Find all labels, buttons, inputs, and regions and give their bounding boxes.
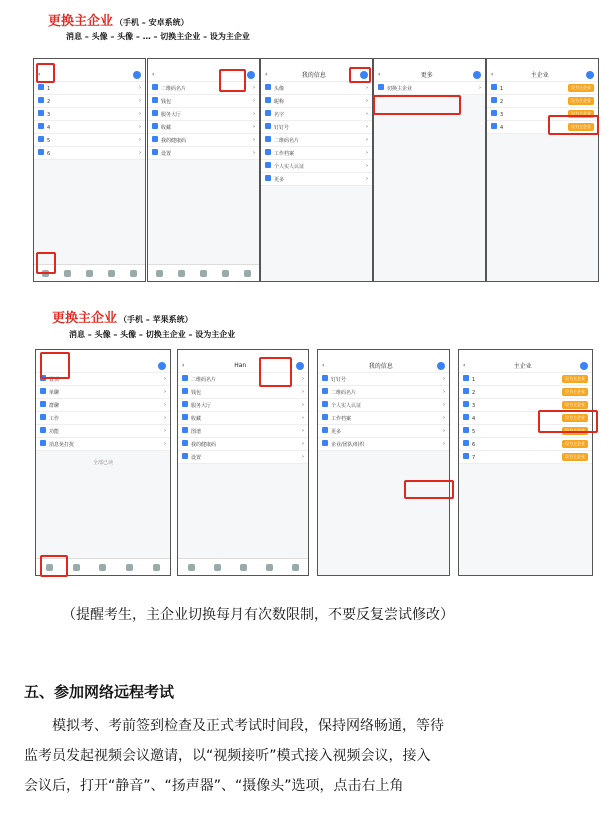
- highlight-box: [548, 115, 599, 135]
- item-icon: [491, 110, 497, 116]
- item-label: 3: [500, 112, 504, 118]
- highlight-box: [40, 352, 70, 379]
- section2-steps: 消息 – 头像 – 头像 – 切换主企业 – 设为主企业: [69, 330, 236, 339]
- chevron-right-icon: ›: [366, 150, 368, 156]
- item-label: 钱包: [161, 99, 172, 105]
- item-label: 工作: [49, 416, 60, 422]
- tab-icon[interactable]: [178, 270, 185, 277]
- list-item[interactable]: [318, 373, 449, 386]
- item-label: 二维码名片: [331, 390, 357, 396]
- list-item[interactable]: [318, 399, 449, 412]
- item-label: 昵称: [274, 99, 285, 105]
- item-icon: [463, 375, 469, 381]
- item-icon: [265, 136, 271, 142]
- chevron-right-icon: ›: [139, 124, 141, 130]
- avatar-icon[interactable]: [580, 362, 588, 370]
- item-label: 设置: [191, 455, 202, 461]
- item-label: 6: [47, 151, 51, 157]
- item-label: 4: [47, 125, 51, 131]
- list-item[interactable]: [459, 451, 592, 464]
- item-label: 个人实人认证: [274, 164, 305, 170]
- item-label: 图谱: [191, 429, 202, 435]
- phone-screen: [317, 349, 450, 576]
- highlight-box: [36, 252, 56, 274]
- chevron-right-icon: ›: [139, 150, 141, 156]
- list-item[interactable]: [34, 121, 145, 134]
- chevron-right-icon: ›: [253, 124, 255, 130]
- item-label: 头像: [274, 86, 285, 92]
- list-item[interactable]: [261, 134, 372, 147]
- chevron-right-icon: ›: [366, 163, 368, 169]
- chevron-right-icon: ›: [443, 402, 445, 408]
- item-icon: [38, 84, 44, 90]
- item-label: 个人实人认证: [331, 403, 362, 409]
- item-icon: [182, 427, 188, 433]
- list-item[interactable]: [318, 412, 449, 425]
- item-icon: [152, 84, 158, 90]
- item-label: 4: [500, 125, 504, 131]
- item-icon: [463, 440, 469, 446]
- screen-title: 主企业: [513, 363, 532, 370]
- chevron-right-icon: ›: [253, 137, 255, 143]
- list-item[interactable]: [318, 386, 449, 399]
- item-label: 我的健康码: [161, 138, 187, 144]
- list-item[interactable]: [178, 438, 308, 451]
- chevron-right-icon: ›: [253, 85, 255, 91]
- item-icon: [152, 149, 158, 155]
- item-label: 6: [472, 442, 476, 448]
- screen-title: 我的信息: [368, 363, 393, 370]
- list-item[interactable]: [261, 147, 372, 160]
- item-icon: [322, 427, 328, 433]
- list-item[interactable]: [459, 373, 592, 386]
- item-label: 钉钉号: [331, 377, 347, 383]
- back-icon[interactable]: ‹: [463, 362, 466, 369]
- status-bar: [148, 59, 259, 68]
- item-icon: [322, 401, 328, 407]
- item-icon: [152, 136, 158, 142]
- item-label: 二维码名片: [191, 377, 217, 383]
- chevron-right-icon: ›: [443, 376, 445, 382]
- section5-heading: 五、参加网络远程考试: [24, 683, 175, 701]
- screen-title: 更多: [420, 72, 433, 79]
- list-item[interactable]: [34, 134, 145, 147]
- item-label: 1: [500, 86, 504, 92]
- status-bar: [318, 350, 449, 359]
- para-line: 会议后，打开“静音”、“扬声器”、“摄像头”选项，点击右上角: [24, 778, 404, 794]
- chevron-right-icon: ›: [164, 402, 166, 408]
- section2-title: 更换主企业 （手机 – 苹果系统）: [52, 311, 193, 326]
- tab-icon[interactable]: [244, 270, 251, 277]
- item-icon: [38, 97, 44, 103]
- chevron-right-icon: ›: [253, 98, 255, 104]
- item-icon: [322, 388, 328, 394]
- item-icon: [265, 175, 271, 181]
- chevron-right-icon: ›: [302, 441, 304, 447]
- list-item[interactable]: [148, 147, 259, 160]
- screen-title: 我的信息: [301, 72, 326, 79]
- item-label: 7: [472, 455, 476, 461]
- status-bar: [459, 350, 592, 359]
- item-label: 收藏: [191, 416, 202, 422]
- list-item[interactable]: [487, 95, 598, 108]
- item-icon: [491, 84, 497, 90]
- list-item[interactable]: [178, 451, 308, 464]
- item-icon: [322, 414, 328, 420]
- item-label: 5: [47, 138, 51, 144]
- item-label: 二维码名片: [274, 138, 300, 144]
- phone-screen: [35, 349, 171, 576]
- highlight-box: [538, 410, 598, 433]
- item-label: 我的健康码: [191, 442, 217, 448]
- set-main-enterprise-button[interactable]: 设为主企业: [562, 414, 588, 422]
- chevron-right-icon: ›: [366, 176, 368, 182]
- chevron-right-icon: ›: [139, 98, 141, 104]
- set-main-enterprise-button[interactable]: 设为主企业: [568, 123, 594, 131]
- item-label: 服务大厅: [191, 403, 212, 409]
- para-line: 模拟考、考前签到检查及正式考试时间段，保持网络畅通，等待: [52, 718, 444, 734]
- chevron-right-icon: ›: [139, 111, 141, 117]
- chevron-right-icon: ›: [366, 98, 368, 104]
- tab-icon[interactable]: [99, 564, 106, 571]
- set-main-enterprise-button[interactable]: 设为主企业: [562, 388, 588, 396]
- item-icon: [40, 427, 46, 433]
- item-icon: [40, 388, 46, 394]
- screen-header: [374, 68, 485, 82]
- avatar-icon[interactable]: [296, 362, 304, 370]
- tab-icon[interactable]: [153, 564, 160, 571]
- item-label: 2: [500, 99, 504, 105]
- list-item[interactable]: [148, 95, 259, 108]
- chevron-right-icon: ›: [366, 85, 368, 91]
- limit-note: （提醒考生，主企业切换每月有次数限制，不要反复尝试修改）: [62, 607, 454, 623]
- list-item[interactable]: [148, 121, 259, 134]
- item-label: 2: [472, 390, 476, 396]
- tab-icon[interactable]: [156, 270, 163, 277]
- item-icon: [182, 414, 188, 420]
- item-icon: [38, 110, 44, 116]
- back-icon[interactable]: ‹: [38, 71, 41, 78]
- item-label: 3: [472, 403, 476, 409]
- para-line: 监考员发起视频会议邀请，以“视频接听”模式接入视频会议，接入: [24, 748, 431, 764]
- item-label: 2: [47, 99, 51, 105]
- tab-icon[interactable]: [266, 564, 273, 571]
- item-icon: [463, 388, 469, 394]
- list-item[interactable]: [36, 399, 170, 412]
- item-icon: [38, 149, 44, 155]
- item-icon: [152, 110, 158, 116]
- set-main-enterprise-button[interactable]: 设为主企业: [568, 110, 594, 118]
- tab-icon[interactable]: [214, 564, 221, 571]
- item-label: 单聊: [49, 390, 60, 396]
- item-icon: [463, 427, 469, 433]
- tab-icon[interactable]: [108, 270, 115, 277]
- list-item[interactable]: [34, 147, 145, 160]
- list-item[interactable]: [34, 108, 145, 121]
- list-item[interactable]: [36, 386, 170, 399]
- highlight-box: [40, 555, 68, 577]
- chevron-right-icon: ›: [443, 428, 445, 434]
- list-item[interactable]: [318, 425, 449, 438]
- chevron-right-icon: ›: [302, 428, 304, 434]
- item-icon: [38, 123, 44, 129]
- avatar-icon[interactable]: [133, 71, 141, 79]
- item-label: 二维码名片: [161, 86, 187, 92]
- tab-icon[interactable]: [222, 270, 229, 277]
- list-item[interactable]: [36, 438, 170, 451]
- screen-header: [487, 68, 598, 82]
- screen-header: [318, 359, 449, 373]
- item-label: 3: [47, 112, 51, 118]
- phone-screen: [458, 349, 593, 576]
- phone-screen: [33, 58, 146, 282]
- item-label: 群聊: [49, 403, 60, 409]
- chevron-right-icon: ›: [139, 85, 141, 91]
- section1-subtitle: （手机 – 安卓系统）: [115, 18, 189, 27]
- set-main-enterprise-button[interactable]: 设为主企业: [562, 401, 588, 409]
- list-item[interactable]: [261, 95, 372, 108]
- chevron-right-icon: ›: [302, 376, 304, 382]
- highlight-box: [219, 69, 246, 92]
- set-main-enterprise-button[interactable]: 设为主企业: [568, 84, 594, 92]
- item-label: 更多: [331, 429, 342, 435]
- chevron-right-icon: ›: [139, 137, 141, 143]
- item-icon: [463, 401, 469, 407]
- item-icon: [182, 375, 188, 381]
- chevron-right-icon: ›: [164, 389, 166, 395]
- highlight-box: [259, 357, 292, 387]
- chevron-right-icon: ›: [366, 124, 368, 130]
- chevron-right-icon: ›: [479, 85, 481, 91]
- tab-icon[interactable]: [240, 564, 247, 571]
- list-item[interactable]: [374, 82, 485, 95]
- back-icon[interactable]: ‹: [182, 362, 185, 369]
- set-main-enterprise-button[interactable]: 设为主企业: [568, 97, 594, 105]
- item-label: 置顶: [49, 377, 60, 383]
- chevron-right-icon: ›: [302, 454, 304, 460]
- list-item[interactable]: [34, 82, 145, 95]
- screen-header: [459, 359, 592, 373]
- item-icon: [491, 97, 497, 103]
- item-label: 收藏: [161, 125, 172, 131]
- chevron-right-icon: ›: [366, 137, 368, 143]
- item-label: 名字: [274, 112, 285, 118]
- back-icon[interactable]: ‹: [322, 362, 325, 369]
- item-icon: [265, 149, 271, 155]
- back-icon[interactable]: ‹: [152, 71, 155, 78]
- chevron-right-icon: ›: [302, 415, 304, 421]
- list-item[interactable]: [34, 95, 145, 108]
- item-label: 1: [47, 86, 51, 92]
- list-item[interactable]: [36, 425, 170, 438]
- list-item[interactable]: [178, 386, 308, 399]
- phone-screen: [260, 58, 373, 282]
- item-label: 1: [472, 377, 476, 383]
- avatar-icon[interactable]: [158, 362, 166, 370]
- tab-icon[interactable]: [292, 564, 299, 571]
- item-icon: [322, 375, 328, 381]
- list-item[interactable]: [148, 108, 259, 121]
- section2-subtitle: （手机 – 苹果系统）: [119, 315, 193, 324]
- avatar-icon[interactable]: [437, 362, 445, 370]
- item-icon: [463, 414, 469, 420]
- tab-icon[interactable]: [130, 270, 137, 277]
- avatar-icon[interactable]: [586, 71, 594, 79]
- item-icon: [265, 123, 271, 129]
- item-label: 企业/团队/组织: [331, 442, 365, 448]
- chevron-right-icon: ›: [253, 150, 255, 156]
- item-icon: [152, 97, 158, 103]
- item-label: 消息免打扰: [49, 442, 75, 448]
- item-icon: [182, 401, 188, 407]
- screen-title: Han: [234, 362, 247, 369]
- chevron-right-icon: ›: [366, 111, 368, 117]
- item-icon: [40, 440, 46, 446]
- tab-icon[interactable]: [86, 270, 93, 277]
- chevron-right-icon: ›: [164, 441, 166, 447]
- item-label: 工作档案: [331, 416, 352, 422]
- chevron-right-icon: ›: [164, 415, 166, 421]
- status-bar: [487, 59, 598, 68]
- item-label: 切换主企业: [387, 86, 413, 92]
- chevron-right-icon: ›: [443, 389, 445, 395]
- chevron-right-icon: ›: [302, 389, 304, 395]
- item-icon: [182, 453, 188, 459]
- item-icon: [40, 414, 46, 420]
- item-label: 设置: [161, 151, 172, 157]
- tab-bar: [148, 264, 259, 281]
- status-bar: [374, 59, 485, 68]
- highlight-box: [373, 95, 461, 115]
- all-read-label[interactable]: 全部已读: [92, 460, 113, 466]
- item-label: 服务大厅: [161, 112, 182, 118]
- back-icon[interactable]: ‹: [265, 71, 268, 78]
- back-icon[interactable]: ‹: [378, 71, 381, 78]
- list-item[interactable]: [261, 82, 372, 95]
- avatar-icon[interactable]: [473, 71, 481, 79]
- highlight-box: [36, 63, 55, 83]
- chevron-right-icon: ›: [443, 441, 445, 447]
- item-icon: [152, 123, 158, 129]
- chevron-right-icon: ›: [443, 415, 445, 421]
- list-item[interactable]: [261, 173, 372, 186]
- list-item[interactable]: [178, 425, 308, 438]
- item-icon: [182, 388, 188, 394]
- chevron-right-icon: ›: [302, 402, 304, 408]
- item-icon: [265, 162, 271, 168]
- section5-paragraph: [24, 711, 604, 801]
- set-main-enterprise-button[interactable]: 设为主企业: [562, 375, 588, 383]
- set-main-enterprise-button[interactable]: 设为主企业: [562, 453, 588, 461]
- set-main-enterprise-button[interactable]: 设为主企业: [562, 440, 588, 448]
- avatar-icon[interactable]: [247, 71, 255, 79]
- list-item[interactable]: [178, 399, 308, 412]
- highlight-box: [349, 67, 371, 83]
- item-icon: [38, 136, 44, 142]
- item-label: 5: [472, 429, 476, 435]
- item-icon: [265, 97, 271, 103]
- highlight-box: [404, 480, 454, 499]
- list-item[interactable]: [36, 412, 170, 425]
- tab-icon[interactable]: [200, 270, 207, 277]
- item-icon: [463, 453, 469, 459]
- item-label: 功能: [49, 429, 60, 435]
- item-label: 工作档案: [274, 151, 295, 157]
- list-item[interactable]: [148, 134, 259, 147]
- item-icon: [378, 84, 384, 90]
- section1-steps: 消息 – 头像 – 头像 – … – 切换主企业 – 设为主企业: [66, 32, 250, 41]
- item-label: 更多: [274, 177, 285, 183]
- list-item[interactable]: [261, 160, 372, 173]
- tab-icon[interactable]: [73, 564, 80, 571]
- chevron-right-icon: ›: [164, 376, 166, 382]
- item-icon: [182, 440, 188, 446]
- set-main-enterprise-button[interactable]: 设为主企业: [562, 427, 588, 435]
- item-label: 钱包: [191, 390, 202, 396]
- back-icon[interactable]: ‹: [491, 71, 494, 78]
- list-item[interactable]: [459, 438, 592, 451]
- list-item[interactable]: [178, 412, 308, 425]
- list-item[interactable]: [261, 108, 372, 121]
- item-icon: [40, 401, 46, 407]
- item-icon: [265, 110, 271, 116]
- tab-bar: [178, 558, 308, 575]
- list-item[interactable]: [459, 386, 592, 399]
- list-item[interactable]: [261, 121, 372, 134]
- phone-screen: [373, 58, 486, 282]
- item-icon: [322, 440, 328, 446]
- list-item[interactable]: [487, 82, 598, 95]
- item-icon: [265, 84, 271, 90]
- item-label: 钉钉号: [274, 125, 290, 131]
- screen-title: 主企业: [530, 72, 549, 79]
- list-item[interactable]: [318, 438, 449, 451]
- item-label: 4: [472, 416, 476, 422]
- tab-icon[interactable]: [126, 564, 133, 571]
- tab-icon[interactable]: [64, 270, 71, 277]
- chevron-right-icon: ›: [253, 111, 255, 117]
- item-icon: [491, 123, 497, 129]
- back-icon[interactable]: ‹: [40, 362, 43, 369]
- tab-icon[interactable]: [188, 564, 195, 571]
- chevron-right-icon: ›: [164, 428, 166, 434]
- section1-title: 更换主企业 （手机 – 安卓系统）: [48, 14, 189, 29]
- phone-screen: [486, 58, 599, 282]
